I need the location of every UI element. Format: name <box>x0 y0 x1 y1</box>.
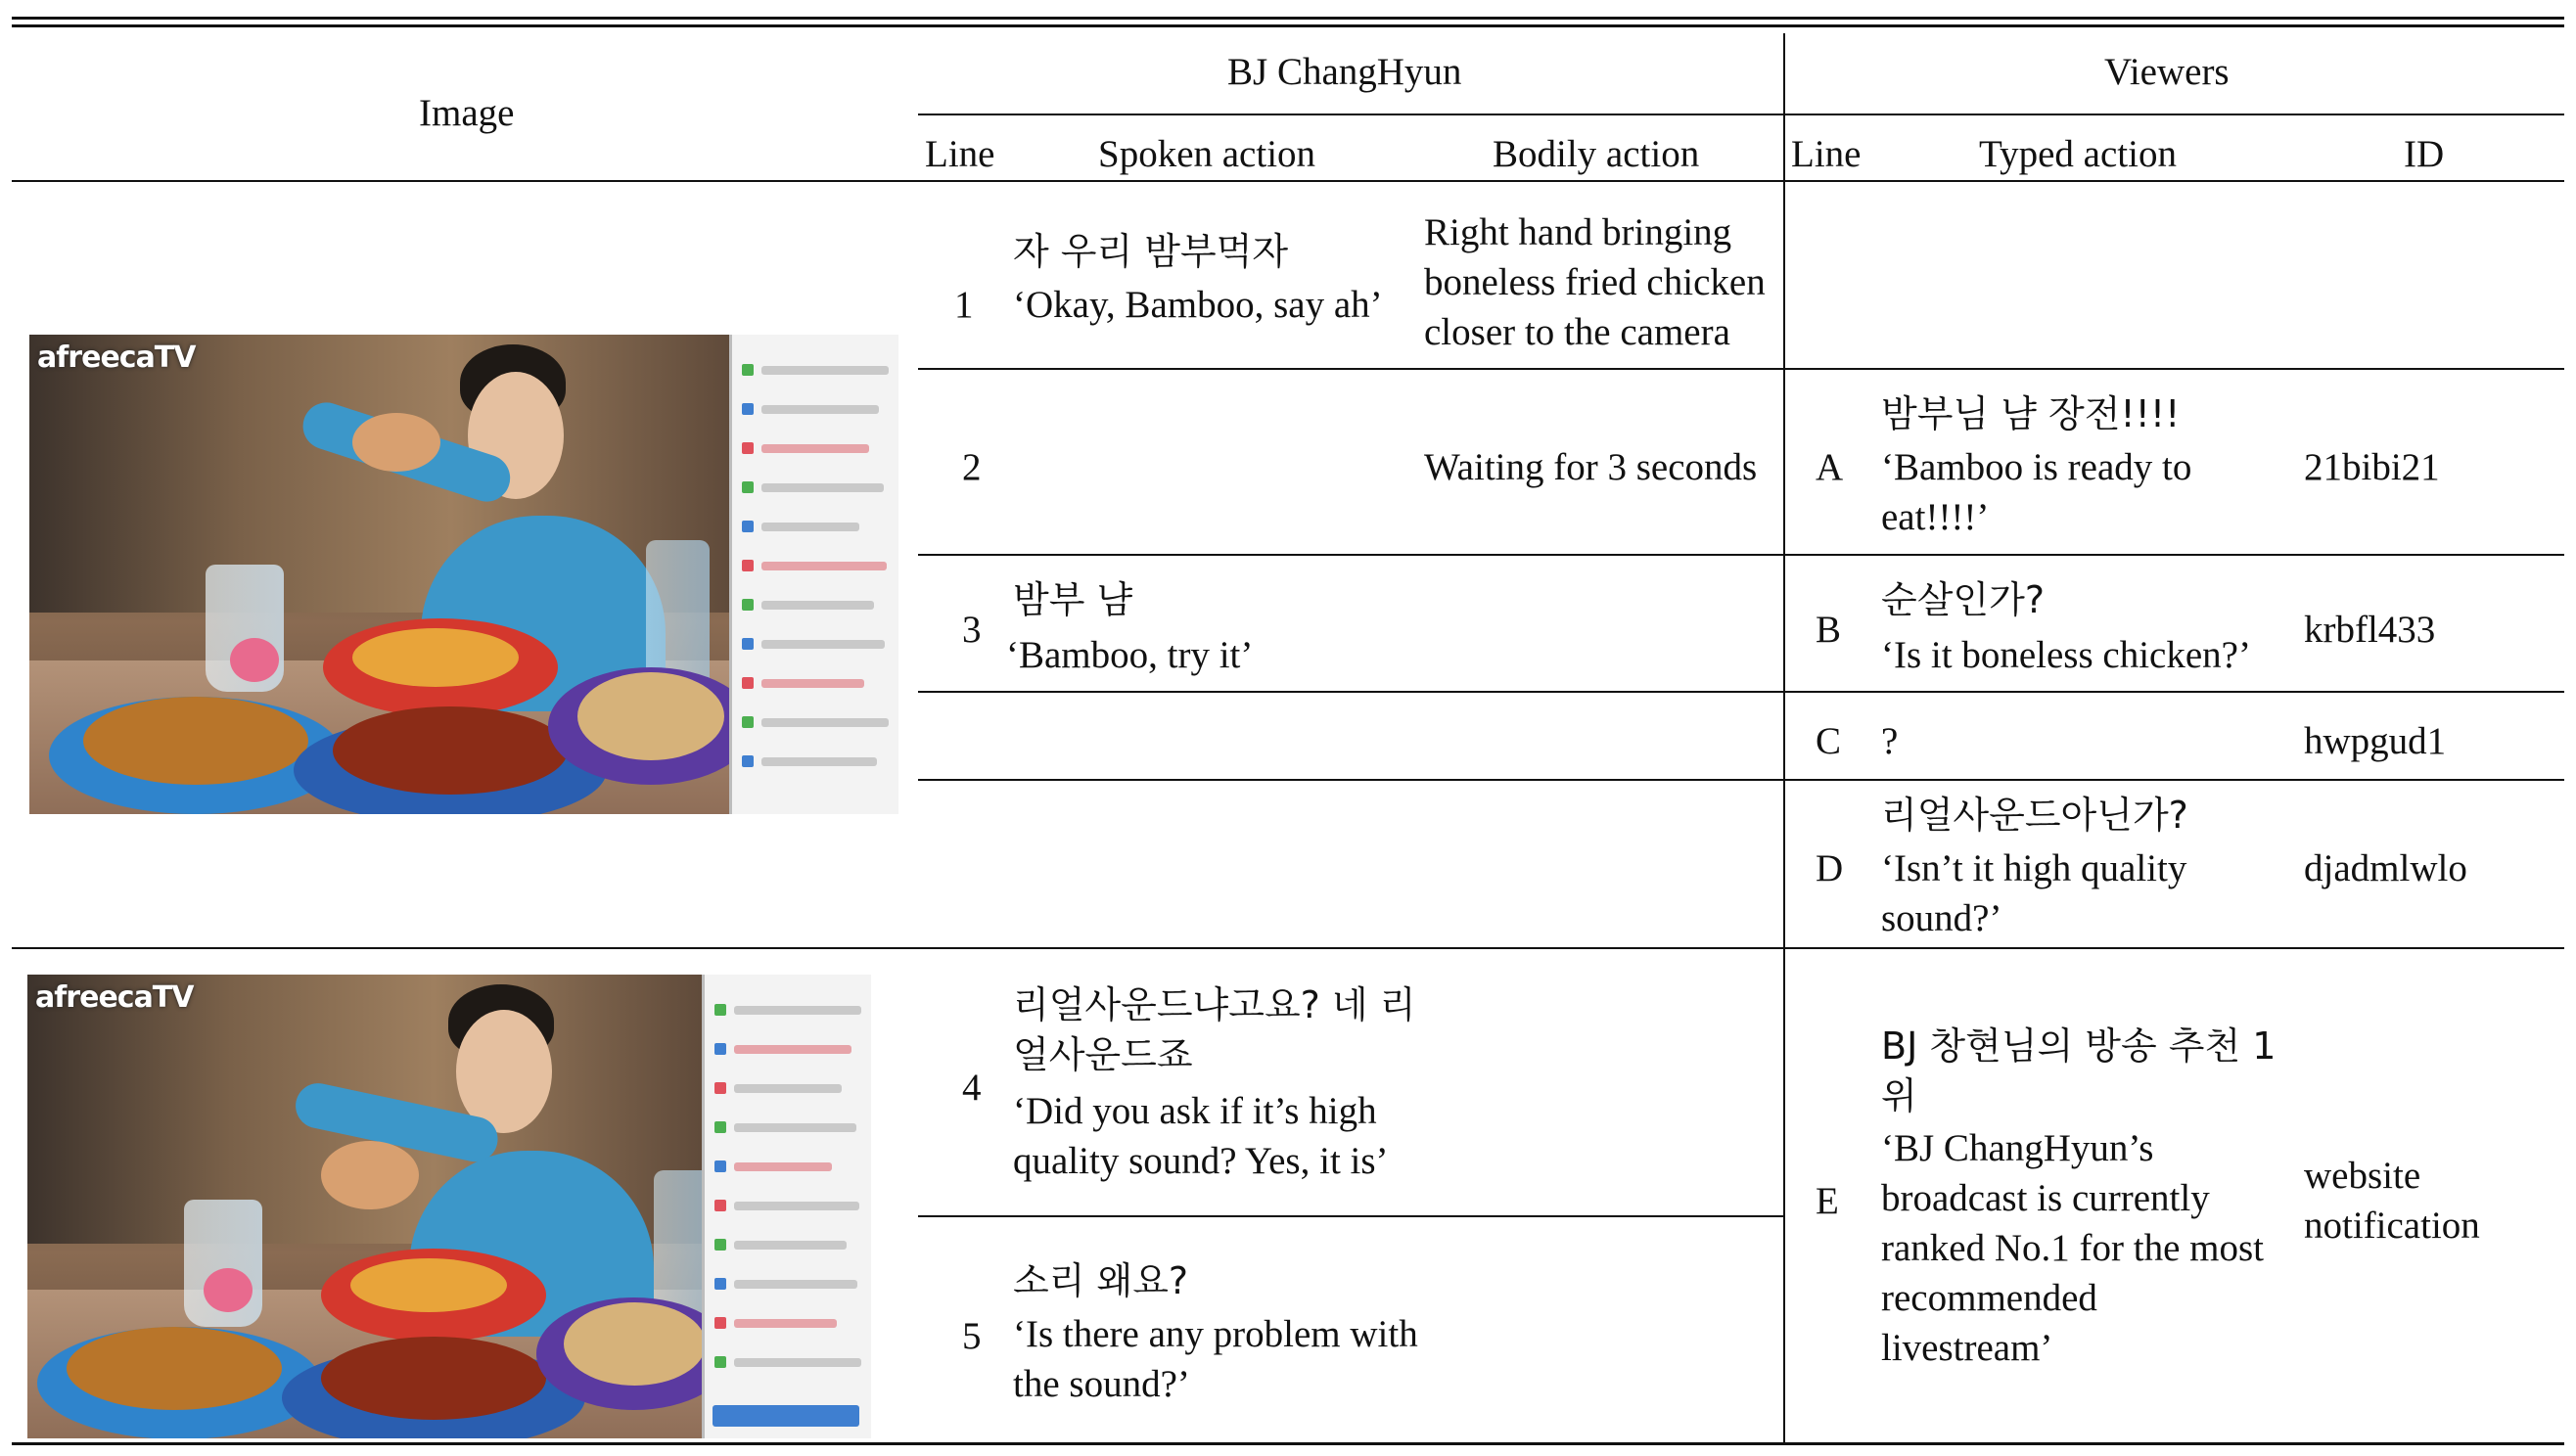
chat-dot <box>714 1317 726 1329</box>
sauced-chicken <box>333 706 568 795</box>
chat-panel <box>729 335 898 814</box>
boneless-chicken <box>564 1302 706 1386</box>
chat-line <box>734 1241 847 1250</box>
spoken-english: ‘Okay, Bamboo, say ah’ <box>1013 284 1383 326</box>
chat-line <box>761 366 889 375</box>
bj-line-number: 2 <box>962 446 982 488</box>
header-typed-action: Typed action <box>1979 133 2177 175</box>
typed-korean: BJ 창현님의 방송 추천 1위 <box>1881 1024 2277 1117</box>
viewer-id: djadmlwlo <box>2304 847 2467 889</box>
chat-dot <box>714 1160 726 1172</box>
chat-line <box>734 1123 856 1132</box>
chat-dot <box>714 1121 726 1133</box>
spoken-english: ‘Did you ask if it’s high quality sound? Yes, it is’ <box>1013 1090 1389 1182</box>
header-id: ID <box>2404 133 2445 175</box>
chat-dot <box>742 481 754 493</box>
chat-dot <box>714 1200 726 1211</box>
chat-line <box>761 679 864 688</box>
typed-english: ‘BJ ChangHyun’s broadcast is currently ranked No.1 for the most recommended livestream’ <box>1881 1127 2264 1369</box>
bodily-action: Right hand bringing boneless fried chicken closer to the camera <box>1424 211 1766 353</box>
chat-dot <box>714 1043 726 1055</box>
viewer-line-letter: D <box>1816 847 1844 889</box>
top-rule-2 <box>12 24 2564 27</box>
bj-line-number: 1 <box>954 284 974 326</box>
typed-english: ‘Isn’t it high quality sound?’ <box>1881 847 2187 939</box>
typed-korean: 리얼사운드아닌가? <box>1881 794 2188 837</box>
chat-dot <box>742 521 754 532</box>
broadcast-screenshot-1 <box>29 335 898 814</box>
row-rule-1 <box>918 368 2564 370</box>
typed-english: ? <box>1881 720 1899 762</box>
chat-line <box>734 1202 859 1210</box>
group-divider <box>1783 33 1785 1444</box>
spoken-korean: 자 우리 밤부먹자 <box>1013 230 1289 273</box>
chat-line <box>761 601 874 610</box>
afreecatv-logo: afreecaTV <box>35 980 194 1015</box>
chat-dot <box>714 1082 726 1094</box>
chat-line <box>761 523 859 531</box>
header-bottom-rule <box>12 180 2564 182</box>
chat-dot <box>742 403 754 415</box>
chat-line <box>734 1358 861 1367</box>
header-viewers-group: Viewers <box>2104 51 2230 93</box>
chat-line <box>734 1319 837 1328</box>
chat-line <box>761 483 884 492</box>
pickled-radish <box>230 638 279 682</box>
pickled-radish <box>204 1268 253 1312</box>
chat-dot <box>714 1004 726 1016</box>
viewer-line-letter: C <box>1816 720 1842 762</box>
held-chicken <box>352 413 440 472</box>
chat-panel <box>702 975 871 1438</box>
bj-line-number: 3 <box>962 609 982 651</box>
chat-line <box>761 718 889 727</box>
typed-korean: 밤부님 냠 장전!!!! <box>1881 392 2181 435</box>
row-rule-4 <box>918 779 2564 781</box>
viewer-id: krbfl433 <box>2304 609 2436 651</box>
chat-line <box>761 405 879 414</box>
chicken-left <box>67 1327 282 1410</box>
spoken-korean: 밤부 냠 <box>1013 578 1133 621</box>
viewer-id: 21bibi21 <box>2304 446 2440 488</box>
broadcast-screenshot-2 <box>27 975 871 1438</box>
bodily-action: Waiting for 3 seconds <box>1424 446 1758 488</box>
header-viewer-line: Line <box>1791 133 1862 175</box>
bottom-rule <box>12 1442 2564 1445</box>
boneless-chicken <box>577 672 724 760</box>
fries <box>352 628 519 687</box>
chat-dot <box>714 1356 726 1368</box>
chat-line <box>734 1162 832 1171</box>
spoken-english: ‘Is there any problem with the sound?’ <box>1013 1313 1418 1405</box>
chat-dot <box>742 364 754 376</box>
chat-line <box>734 1280 857 1289</box>
viewer-line-letter: A <box>1816 446 1844 488</box>
spoken-korean: 소리 왜요? <box>1013 1259 1189 1302</box>
viewer-line-letter: B <box>1816 609 1842 651</box>
chat-dot <box>714 1278 726 1290</box>
bj-line-number: 4 <box>962 1067 982 1109</box>
chicken-left <box>83 697 308 785</box>
spoken-english: ‘Bamboo, try it’ <box>1006 634 1254 676</box>
header-bj-group: BJ ChangHyun <box>1227 51 1462 93</box>
chat-input-bar <box>713 1405 859 1427</box>
header-image: Image <box>419 92 515 134</box>
held-chicken <box>321 1141 419 1209</box>
chat-dot <box>742 677 754 689</box>
chat-line <box>761 757 877 766</box>
chat-line <box>761 640 885 649</box>
chat-line <box>734 1045 851 1054</box>
header-spoken-action: Spoken action <box>1098 133 1316 175</box>
sauced-chicken <box>321 1337 546 1420</box>
spoken-korean: 리얼사운드냐고요? 네 리얼사운드죠 <box>1013 983 1416 1076</box>
bj-line-number: 5 <box>962 1315 982 1357</box>
group-header-rule <box>918 114 2564 115</box>
typed-english: ‘Bamboo is ready to eat!!!!’ <box>1881 446 2192 538</box>
row-rule-3 <box>918 691 2564 693</box>
afreecatv-logo: afreecaTV <box>37 341 196 375</box>
viewer-line-letter: E <box>1816 1180 1839 1222</box>
row-rule-5 <box>918 1215 1784 1217</box>
chat-line <box>734 1084 842 1093</box>
header-bodily-action: Bodily action <box>1493 133 1700 175</box>
chat-line <box>734 1006 861 1015</box>
chat-line <box>761 562 887 570</box>
chat-line <box>761 444 869 453</box>
section-rule <box>12 947 2564 949</box>
chat-dot <box>742 638 754 650</box>
fries <box>350 1258 507 1312</box>
viewer-id: hwpgud1 <box>2304 720 2447 762</box>
chat-dot <box>742 599 754 611</box>
header-bj-line: Line <box>925 133 995 175</box>
row-rule-2 <box>918 554 2564 556</box>
chat-dot <box>742 560 754 571</box>
chat-dot <box>714 1239 726 1251</box>
chat-dot <box>742 442 754 454</box>
chat-dot <box>742 716 754 728</box>
typed-korean: 순살인가? <box>1881 578 2046 621</box>
chat-dot <box>742 755 754 767</box>
typed-english: ‘Is it boneless chicken?’ <box>1881 634 2251 676</box>
top-rule-1 <box>12 17 2564 20</box>
viewer-id: website notification <box>2304 1155 2480 1247</box>
